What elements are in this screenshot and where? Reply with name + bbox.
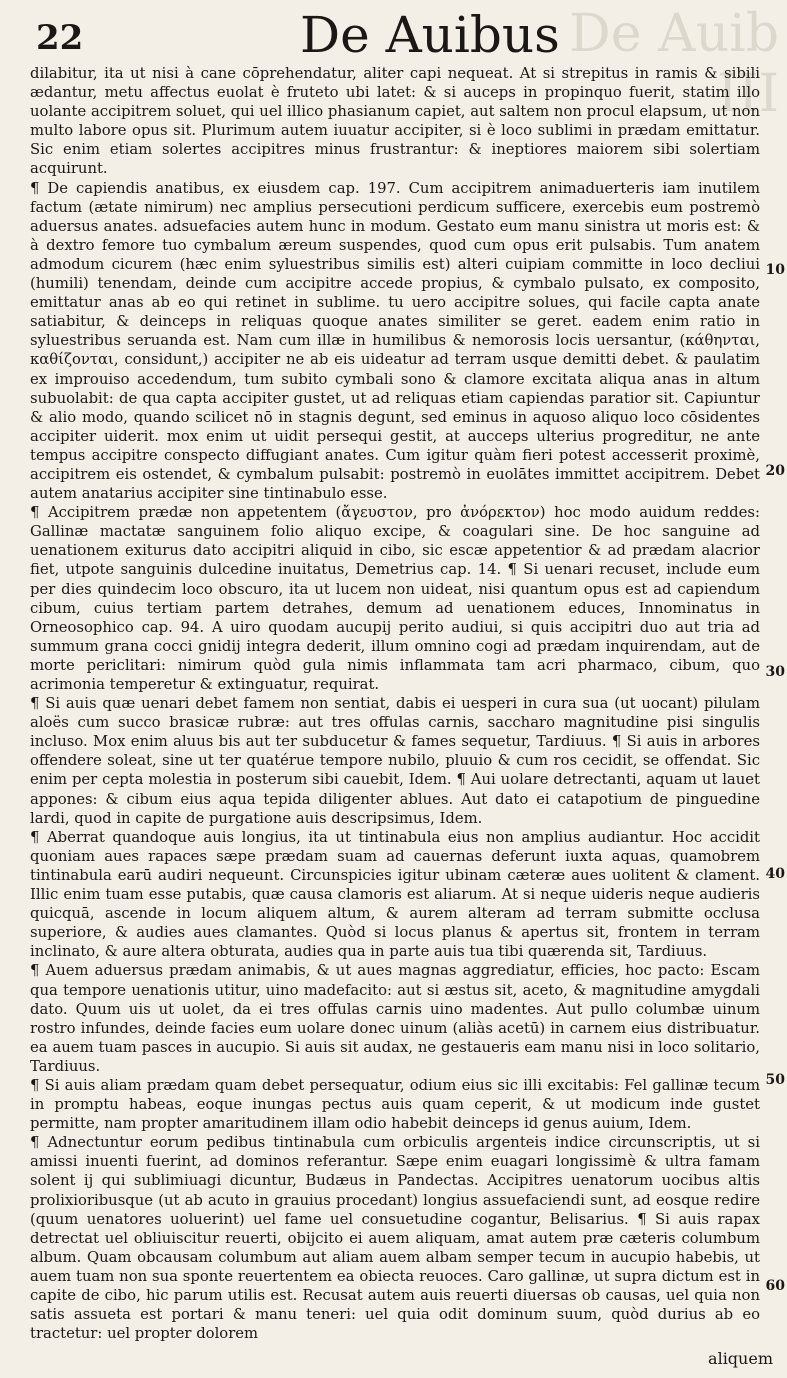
- margin-line-number: 60: [765, 1278, 785, 1294]
- body-text: [30, 64, 760, 1343]
- paragraph: ¶ Adnectuntur eorum pedibus tintinabula cum orbiculis argenteis indice circunscriptis, ut si amissi inuenti fuerint, ad dominos referantur. Sæpe enim euagari longissimè & ultra famam solent ij qui sublimiuagi dicuntur, Budæus in Pandectas. Accipitres uenatorum uocibus altis prolixioribusque (ut ab acuto in grauius procedant) longius assuefaciendi sunt, ad eosque redire (quum uenatores uoluerint) uel fame uel consuetudine cogantur, Belisarius. ¶ Si auis rapax detrectat uel obliuiscitur reuerti, obijcito ei auem aliquam, amat autem præ cæteris columbum album. Quam obcausam columbum aut aliam auem albam semper tecum in aucupio habebis, ut auem tuam non sua sponte reuertentem ea obiecta reuoces. Caro gallinæ, ut supra dictum est in capite de cibo, hic parum utilis est. Recusat autem auis reuerti diuersas ob causas, uel quia non satis assueta est portari & manu teneri: uel quia odit dominum suum, quòd durius ab eo tractetur: uel propter dolorem: [30, 1134, 760, 1343]
- paragraph: ¶ Accipitrem prædæ non appetentem (ἄγευστον, pro ἀνόρεκτον) hoc modo auidum reddes: Gallinæ mactatæ sanguinem folio aliquo excipe, & coagulari sine. De hoc sanguine ad uenationem exiturus dato accipitri aliquid in cibo, sic escæ appetentior & ad prædam alacrior fiet, utpote sanguinis dulcedine inuitatus, Demetrius cap. 14. ¶ Si uenari recuset, include eum per dies quindecim loco obscuro, ita ut lucem non uideat, nisi quantum opus est ad capiendum cibum, cuius tertiam partem detrahes, demum ad uenationem educes, Innominatus in Orneosophico cap. 94. A uiro quodam aucupij perito audiui, si quis accipitri duo aut tria ad summum grana cocci gnidij integra dederit, illum omnino cogi ad prædam inquirendam, aut de morte periclitari: nimirum quòd gula nimis inflammata tam acri pharmaco, cibum, quo acrimonia temperetur & extinguatur, requirat.: [30, 504, 760, 693]
- paragraph: ¶ Si auis aliam prædam quam debet persequatur, odium eius sic illi excitabis: Fel gallinæ tecum in promptu habeas, eoque inungas pectus auis quam ceperit, & ut modicum inde gustet permitte, nam propter amaritudinem illam odio habebit deinceps id genus auium, Idem.: [30, 1076, 760, 1133]
- margin-line-number: 40: [765, 866, 785, 882]
- paragraph: ¶ Si auis quæ uenari debet famem non sentiat, dabis ei uesperi in cura sua (ut uocant) pilulam aloës cum succo brasicæ rubræ: aut tres offulas carnis, saccharo magnitudine pisi singulis incluso. Mox enim aluus bis aut ter subducetur & fames sequetur, Tardiuus. ¶ Si auis in arbores offendere soleat, sine ut ter quatérue tempore nubilo, pluuio & cum ros cecidit, se offendat. Sic enim per cepta molestia in posterum sibi cauebit, Idem. ¶ Aui uolare detrectanti, aquam ut lauet appones: & cibum eius aqua tepida diligenter ablues. Aut dato ei catapotium de pinguedine lardi, quod in capite de purgatione auis descripsimus, Idem.: [30, 695, 760, 827]
- paragraph: dilabitur, ita ut nisi à cane cōprehendatur, aliter capi nequeat. At si strepitus in ramis & sibili ædantur, metu affectus euolat è fruteto ubi latet: & si auceps in propinquo fuerit, statim illo uolante accipitrem soluet, qui uel illico phasianum capiet, aut saltem non procul elapsum, ut non multo labore opus sit. Plurimum autem iuuatur accipiter, si è loco sublimi in prædam emittatur. Sic enim etiam solertes accipitres minus frustrantur: & ineptiores maiorem sibi solertiam acquirunt.: [30, 65, 760, 178]
- margin-line-number: 10: [765, 262, 785, 278]
- margin-line-number: 50: [765, 1072, 785, 1088]
- catchword: aliquem: [708, 1349, 773, 1368]
- margin-line-number: 20: [765, 463, 785, 479]
- bleed-through-text: De Auib III: [569, 4, 779, 124]
- page-number: 22: [36, 18, 84, 58]
- paragraph: ¶ Aberrat quandoque auis longius, ita ut tintinabula eius non amplius audiantur. Hoc accidit quoniam aues rapaces sæpe prædam suam ad cauernas deferunt iuxta aquas, quamobrem tintinabula earū audiri nequeunt. Circunspicies igitur ubinam cæteræ aues uolitent & clament. Illic enim tuam esse putabis, quæ causa clamoris est aliarum. At si neque uideris neque audieris quicquā, ascende in locum aliquem altum, & aurem alteram ad terram submitte occlusa superiore, & audies aues clamantes. Quòd si locus planus & apertus sit, frontem in terram inclinato, & aure altera obturata, audies qua in parte auis tua tibi quærenda sit, Tardiuus.: [30, 828, 760, 961]
- running-title: De Auibus: [300, 6, 560, 64]
- paragraph: ¶ De capiendis anatibus, ex eiusdem cap. 197. Cum accipitrem animaduerteris iam inutilem factum (ætate nimirum) nec amplius persecutioni perdicum sufficere, exercebis eum postremò aduersus anates. adsuefacies autem hunc in modum. Gestato eum manu sinistra ut moris est: & à dextro femore tuo cymbalum æreum suspendes, quod cum opus erit pulsabis. Tum anatem admodum cicurem (hæc enim syluestribus similis est) alteri cuipiam committe in loco decliui (humili) tenendam, deinde cum accipitre accede propius, & cymbalo pulsato, ex composito, emittatur anas ab eo qui retinet in sublime. tu uero accipitre solues, qui facile capta anate satiabitur, & deinceps in reliquas quoque anates similiter se geret. eadem enim ratio in syluestribus seruanda est. Nam cum illæ in humilibus & nemorosis locis uersantur, (κάθηνται, καθίζονται, considunt,) accipiter ne ab eis uideatur ad terram usque demitti debet. & paulatim ex improuiso accedendum, tum subito cymbali sono & clamore excitata aliqua anas in altum subuolabit: de qua capta accipiter gustet, ut ad reliquas etiam capiendas paratior sit. Capiuntur & alio modo, quando scilicet nō in stagnis degunt, sed eminus in aquoso aliquo loco cōsidentes accipiter uiderit. mox enim ut uidit persequi gestit, at aucceps ulterius progreditur, ne ante tempus accipitre conspecto diffugiant anates. Cum igitur quàm fieri potest accesserit proximè, accipitrem eis ostendet, & cymbalum pulsabit: postremò in euolātes immittet accipitrem. Debet autem anatarius accipiter sine tintinabulo esse.: [30, 179, 760, 503]
- paragraph: ¶ Auem aduersus prædam animabis, & ut aues magnas aggrediatur, efficies, hoc pacto: Escam qua tempore uenationis utitur, uino madefacito: aut si æstus sit, aceto, & magnitudine amygdali dato. Quum uis ut uolet, da ei tres offulas carnis uino madentes. Aut pullo columbæ uinum rostro infundes, deinde facies eum uolare donec uinum (aliàs acetū) in carnem eius distribuatur. ea auem tuam pasces in aucupio. Si auis sit audax, ne gestaueris eam manu nisi in loco solitario, Tardiuus.: [30, 962, 760, 1075]
- margin-line-number: 30: [765, 664, 785, 680]
